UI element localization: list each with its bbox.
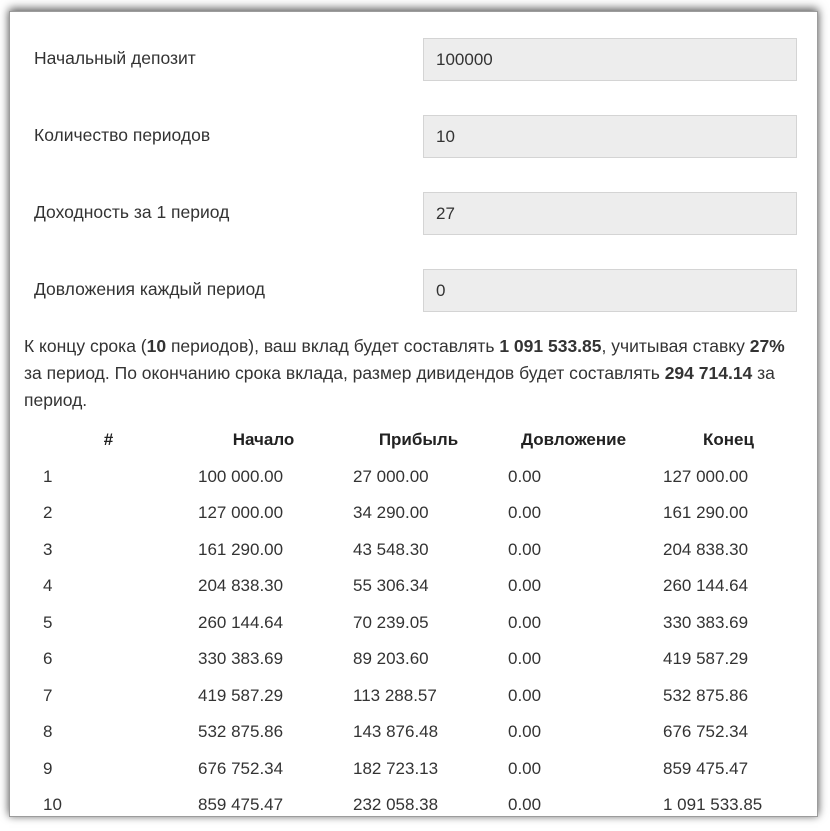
table-cell: 0.00 [508,539,542,559]
table-cell: 532 875.86 [663,685,749,705]
column-header: # [103,430,114,449]
summary-final-amount-value: 1 091 533.85 [499,336,602,356]
column-header: Довложение [520,430,627,449]
table-cell: 5 [43,612,53,632]
table-row [31,568,806,605]
column-header: Прибыль [378,430,459,449]
form-row-periods-count [34,115,797,158]
rate-per-period-input[interactable] [423,192,797,235]
table-row [31,678,806,715]
table-row [31,495,806,532]
table-row [31,714,806,751]
table-cell: 204 838.30 [663,539,749,559]
table-cell: 204 838.30 [198,576,284,595]
table-cell: 143 876.48 [353,722,439,741]
table-row [31,751,806,788]
table-row [31,459,806,496]
table-cell: 27 000.00 [353,466,429,486]
contribution-per-period-input[interactable] [423,269,797,312]
results-table-head [31,422,806,459]
table-cell: 89 203.60 [353,649,429,668]
table-cell: 532 875.86 [198,722,284,741]
summary-segment: К концу срока ( [24,336,147,356]
summary-periods-value: 10 [146,336,167,356]
summary-segment: периодов), ваш вклад будет составлять [166,336,500,356]
table-row [31,787,806,817]
table-cell: 70 239.05 [353,612,429,632]
periods-count-label: Количество периодов [34,125,211,145]
table-cell: 127 000.00 [663,466,749,486]
table-cell: 859 475.47 [198,795,284,814]
table-cell: 0.00 [508,722,542,741]
table-cell: 10 [43,795,62,814]
table-cell: 859 475.47 [663,758,749,778]
contribution-per-period-label: Довложения каждый период [34,279,266,299]
table-cell: 419 587.29 [198,685,284,705]
form-row-initial-deposit [34,38,797,81]
table-cell: 419 587.29 [663,649,749,668]
summary-segment: за период. По окончанию срока вклада, размер дивидендов будет составлять [24,363,665,383]
initial-deposit-input[interactable] [423,38,797,81]
table-cell: 676 752.34 [663,722,749,741]
table-cell: 260 144.64 [198,612,284,632]
table-cell: 113 288.57 [353,685,437,705]
table-cell: 0.00 [508,612,542,632]
table-cell: 43 548.30 [353,539,429,559]
form-row-contribution-per-period [34,269,797,312]
table-cell: 6 [43,649,53,668]
table-cell: 260 144.64 [663,576,749,595]
table-row [31,641,806,678]
summary-dividend-value: 294 714.14 [664,363,753,383]
table-cell: 100 000.00 [198,466,284,486]
table-cell: 0.00 [508,758,542,778]
table-cell: 127 000.00 [198,503,284,522]
table-cell: 8 [43,722,53,741]
table-cell: 1 [43,466,53,486]
table-cell: 676 752.34 [198,758,284,778]
summary-segment: , учитывая ставку [601,336,750,356]
summary-segment: за период. [24,363,775,410]
table-cell: 7 [43,685,53,705]
rate-per-period-label: Доходность за 1 период [34,202,230,222]
column-header: Конец [703,430,754,449]
periods-count-input[interactable] [423,115,797,158]
calculator-panel [9,11,818,817]
form-row-rate-per-period [34,192,797,235]
table-cell: 161 290.00 [663,503,749,522]
table-cell: 1 091 533.85 [663,795,763,814]
table-cell: 34 290.00 [353,503,429,522]
summary-rate-value: 27% [749,336,785,356]
table-cell: 0.00 [508,685,542,705]
table-cell: 9 [43,758,53,778]
table-cell: 0.00 [508,795,542,814]
table-cell: 0.00 [508,576,542,595]
results-table [31,422,806,817]
table-cell: 3 [43,539,53,559]
table-cell: 330 383.69 [198,649,284,668]
table-row [31,532,806,569]
summary-text [24,333,789,414]
table-cell: 4 [43,576,53,595]
initial-deposit-label: Начальный депозит [34,48,196,68]
table-cell: 0.00 [508,649,542,668]
table-row [31,605,806,642]
table-cell: 2 [43,503,53,522]
table-cell: 0.00 [508,503,542,522]
table-cell: 55 306.34 [353,576,429,595]
table-cell: 0.00 [508,466,542,486]
table-cell: 182 723.13 [353,758,439,778]
header-row [31,422,806,459]
table-cell: 330 383.69 [663,612,749,632]
column-header: Начало [232,430,295,449]
results-table-body [31,459,806,818]
table-cell: 161 290.00 [198,539,284,559]
table-cell: 232 058.38 [353,795,439,814]
